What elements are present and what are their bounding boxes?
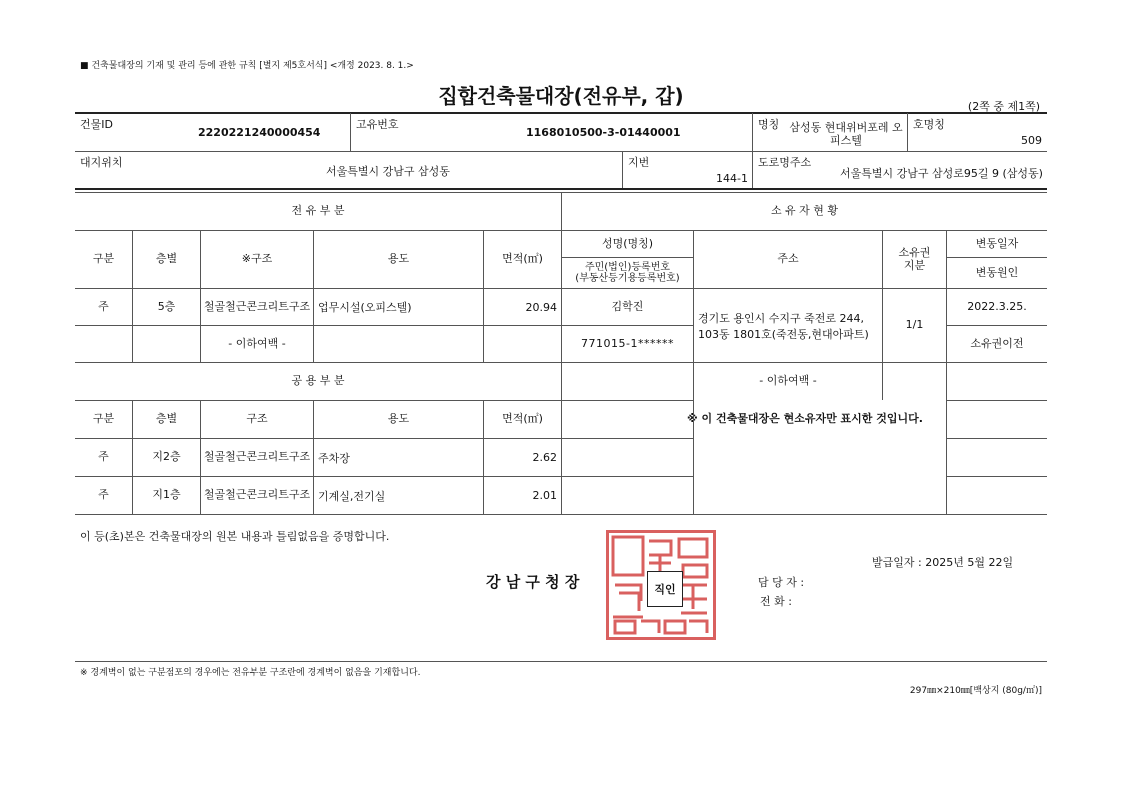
road-address: 서울특별시 강남구 삼성로95길 9 (삼성동) <box>840 167 1043 180</box>
name-label: 명칭 <box>758 118 780 131</box>
common-col-use: 용도 <box>387 412 410 426</box>
col-structure: ※구조 <box>241 252 273 266</box>
col-change-reason: 변동원인 <box>975 265 1019 279</box>
owner-change-date: 2022.3.25. <box>967 299 1027 313</box>
common-row2-area: 2.01 <box>532 489 557 502</box>
lot-number: 144-1 <box>716 172 748 185</box>
common-row1-type: 주 <box>98 450 109 464</box>
regulation-text: ■ 건축물대장의 기재 및 관리 등에 관한 규칙 [별지 제5호서식] <개정 2023. 8. 1.> <box>80 61 414 71</box>
owner-blank: - 이하여백 - <box>759 374 817 388</box>
owner-name: 김학진 <box>611 299 644 313</box>
col-use: 용도 <box>387 252 410 266</box>
building-name: 삼성동 현대위버포레 오 피스텔 <box>789 121 903 148</box>
common-col-type: 구분 <box>92 412 115 426</box>
col-owner-share: 소유권 지분 <box>898 245 931 272</box>
col-type: 구분 <box>92 252 115 266</box>
unique-no-label: 고유번호 <box>356 118 399 131</box>
paper-spec: 297㎜×210㎜[백상지 (80g/㎡)] <box>909 686 1042 696</box>
owner-share: 1/1 <box>905 318 924 332</box>
issuer-name: 강 남 구 청 장 <box>486 573 580 591</box>
col-owner-address: 주소 <box>777 252 799 266</box>
col-floor: 층별 <box>155 252 178 266</box>
exclusive-area: 20.94 <box>525 300 557 314</box>
common-row2-use: 기계실,전기실 <box>318 489 386 503</box>
owner-change-reason: 소유권이전 <box>970 336 1024 350</box>
common-section-label: 공 용 부 분 <box>291 374 345 388</box>
building-id-label: 건물ID <box>80 118 113 131</box>
building-id: 2220221240000454 <box>198 126 321 139</box>
common-col-floor: 층별 <box>155 412 178 426</box>
col-owner-name: 성명(명칭) <box>601 236 654 250</box>
page-number: (2쪽 중 제1쪽) <box>967 100 1040 113</box>
exclusive-blank: - 이하여백 - <box>228 336 286 350</box>
site-location: 서울특별시 강남구 삼성동 <box>326 165 450 178</box>
certify-text: 이 등(초)본은 건축물대장의 원본 내용과 틀림없음을 증명합니다. <box>80 530 390 543</box>
exclusive-structure: 철골철근콘크리트구조 <box>203 299 311 313</box>
lot-label: 지번 <box>628 156 650 169</box>
exclusive-floor: 5층 <box>157 299 176 313</box>
common-col-structure: 구조 <box>246 412 268 426</box>
common-row1-use: 주차장 <box>318 451 350 465</box>
common-row1-area: 2.62 <box>532 451 557 464</box>
common-row1-floor: 지2층 <box>152 450 181 464</box>
unique-no: 1168010500-3-01440001 <box>526 126 681 139</box>
common-row2-type: 주 <box>98 488 109 502</box>
footnote: ※ 경계벽이 없는 구분점포의 경우에는 전유부분 구조란에 경계벽이 없음을 기재합니다. <box>80 668 421 678</box>
page-title: 집합건축물대장(전유부, 갑) <box>438 84 684 108</box>
common-row2-floor: 지1층 <box>152 488 181 502</box>
site-label: 대지위치 <box>80 156 123 169</box>
owner-notice: ※ 이 건축물대장은 현소유자만 표시한 것입니다. <box>687 412 923 426</box>
common-row1-structure: 철골철근콘크리트구조 <box>203 450 311 464</box>
common-row2-structure: 철골철근콘크리트구조 <box>203 488 311 502</box>
officer-label: 담 당 자 : <box>758 576 805 589</box>
exclusive-section-label: 전 유 부 분 <box>291 204 345 218</box>
col-area: 면적(㎡) <box>502 252 543 266</box>
col-change-date: 변동일자 <box>975 236 1019 250</box>
col-owner-id: 주민(법인)등록번호 (부동산등기용등록번호) <box>575 261 680 284</box>
owner-section-label: 소 유 자 현 황 <box>770 204 839 218</box>
common-col-area: 면적(㎡) <box>502 412 543 426</box>
issue-date: 발급일자 : 2025년 5월 22일 <box>872 556 1014 569</box>
owner-address: 경기도 용인시 수지구 죽전로 244, 103동 1801호(죽전동,현대아파트) <box>698 311 869 341</box>
owner-id: 771015-1****** <box>581 336 674 350</box>
exclusive-type: 주 <box>98 299 109 313</box>
road-label: 도로명주소 <box>758 156 812 169</box>
stamp-label: 직인 <box>647 571 683 607</box>
unit-label: 호명칭 <box>913 118 945 131</box>
top-border <box>75 112 1047 114</box>
exclusive-use: 업무시설(오피스텔) <box>318 301 412 314</box>
phone-label: 전 화 : <box>760 595 792 608</box>
official-seal <box>606 530 716 640</box>
unit-number: 509 <box>1021 134 1042 147</box>
